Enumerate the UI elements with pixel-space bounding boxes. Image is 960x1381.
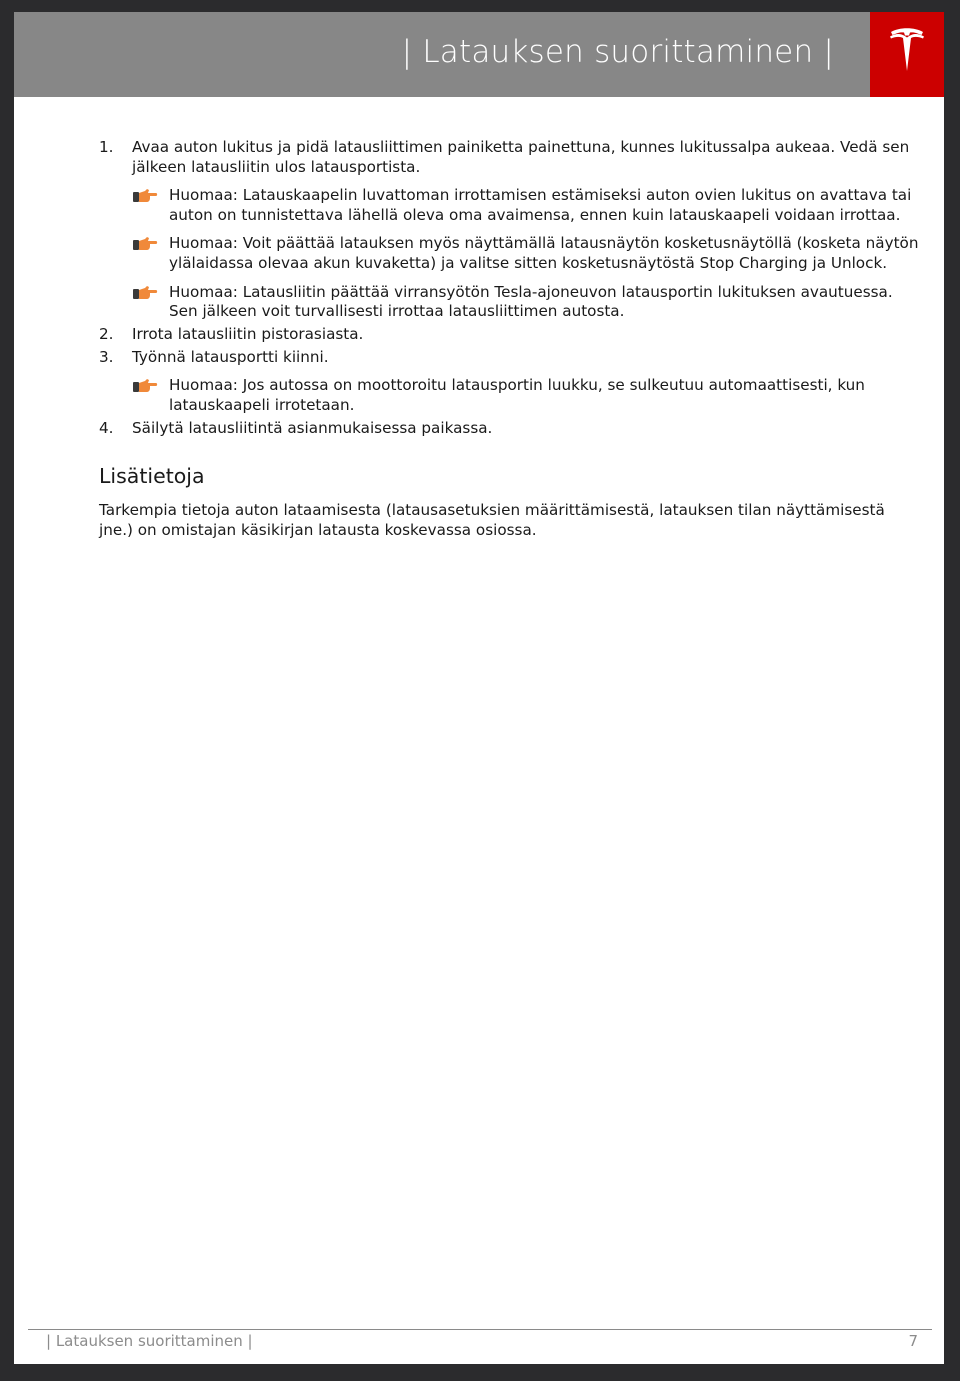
section-heading: Lisätietoja bbox=[99, 464, 205, 489]
list-item-step-1 bbox=[99, 138, 919, 177]
note bbox=[99, 234, 919, 273]
pointing-hand-icon bbox=[133, 188, 158, 203]
tesla-logo-icon bbox=[889, 26, 925, 74]
document-page bbox=[14, 12, 944, 1364]
page-number: 7 bbox=[908, 1332, 918, 1350]
note-text: Huomaa: Latauskaapelin luvattoman irrottamisen estämiseksi auton ovien lukitus on avattava tai auton on tunnistettava lähellä oleva oma avaimensa, ennen kuin latauskaapeli voidaan irrottaa. bbox=[169, 186, 912, 224]
step-text: Työnnä latausportti kiinni. bbox=[132, 347, 329, 366]
note-text: Huomaa: Jos autossa on moottoroitu latausportin luukku, se sulkeutuu automaattisesti, kun latauskaapeli irrotetaan. bbox=[169, 376, 865, 415]
page-content bbox=[99, 138, 919, 540]
footer-title: | Latauksen suorittaminen | bbox=[46, 1332, 253, 1350]
list-item-step-3 bbox=[99, 348, 919, 368]
list-item-step-4 bbox=[99, 419, 919, 439]
step-text: Avaa auton lukitus ja pidä latausliittimen painiketta painettuna, kunnes lukitussalpa aukeaa. Vedä sen jälkeen latausliitin ulos latausportista. bbox=[132, 138, 910, 176]
step-number: 1. bbox=[99, 138, 114, 156]
pointing-hand-icon bbox=[133, 236, 158, 251]
footer-divider bbox=[28, 1329, 932, 1330]
page-header bbox=[14, 12, 870, 97]
step-number: 4. bbox=[99, 418, 114, 437]
note bbox=[99, 376, 919, 415]
note bbox=[99, 186, 919, 225]
step-number: 3. bbox=[99, 347, 114, 366]
note bbox=[99, 283, 919, 322]
pointing-hand-icon bbox=[133, 378, 158, 393]
step-text: Irrota latausliitin pistorasiasta. bbox=[132, 324, 364, 343]
section-paragraph: Tarkempia tietoja auton lataamisesta (latausasetuksien määrittämisestä, latauksen tilan näyttämisestä jne.) on omistajan käsikirjan latausta koskevassa osiossa. bbox=[99, 501, 885, 539]
step-number: 2. bbox=[99, 324, 114, 343]
page-title: | Latauksen suorittaminen | bbox=[401, 34, 834, 70]
pointing-hand-icon bbox=[133, 285, 158, 300]
step-text: Säilytä latausliitintä asianmukaisessa paikassa. bbox=[132, 418, 493, 437]
brand-logo-box bbox=[870, 12, 944, 97]
list-item-step-2 bbox=[99, 325, 919, 345]
note-text: Huomaa: Latausliitin päättää virransyötön Tesla-ajoneuvon latausportin lukituksen avautuessa. Sen jälkeen voit turvallisesti irrottaa latausliittimen autosta. bbox=[169, 282, 893, 321]
note-text: Huomaa: Voit päättää latauksen myös näyttämällä latausnäytön kosketusnäytöllä (kosketa näytön ylälaidassa olevaa akun kuvaketta) ja valitse sitten kosketusnäytöstä Stop Charging ja Unlock. bbox=[169, 234, 919, 272]
